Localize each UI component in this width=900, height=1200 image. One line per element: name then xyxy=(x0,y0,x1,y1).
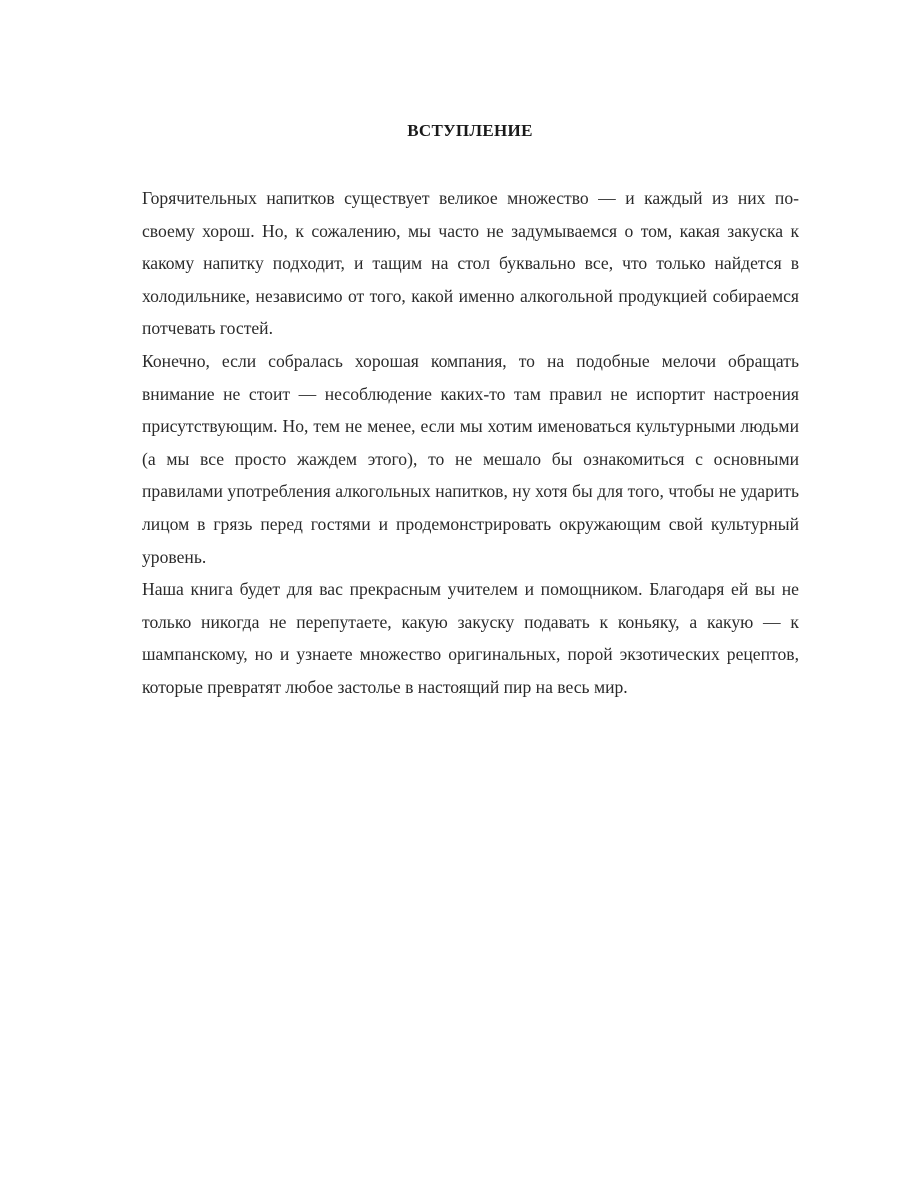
body-text xyxy=(142,182,799,704)
section-heading: ВСТУПЛЕНИЕ xyxy=(407,121,533,140)
paragraph-2: Конечно, если собралась хорошая компания, то на подобные мелочи обращать внимание не стоит — несоблюдение каких-то там правил не испортит настроения присутствующим. Но, тем не менее, если мы хотим именоваться культурными людьми (а мы все просто жаждем этого), то не мешало бы ознакомиться с основными правилами употребления алкогольных напитков, ну хотя бы для того, чтобы не ударить лицом в грязь перед гостями и продемонстрировать окружающим свой культурный уровень. xyxy=(142,350,799,567)
paragraph-1: Горячительных напитков существует великое множество — и каждый из них по-своему хорош. Но, к сожалению, мы часто не задумываемся о том, какая закуска к какому напитку подходит, и тащим на стол буквально все, что только найдется в холодильнике, независимо от того, какой именно алкогольной продукцией собираемся потчевать гостей. xyxy=(142,188,799,339)
paragraph-3: Наша книга будет для вас прекрасным учителем и помощником. Благодаря ей вы не только никогда не перепутаете, какую закуску подавать к коньяку, а какую — к шампанскому, но и узнаете множество оригинальных, порой экзотических рецептов, которые превратят любое застолье в настоящий пир на весь мир. xyxy=(142,579,799,697)
